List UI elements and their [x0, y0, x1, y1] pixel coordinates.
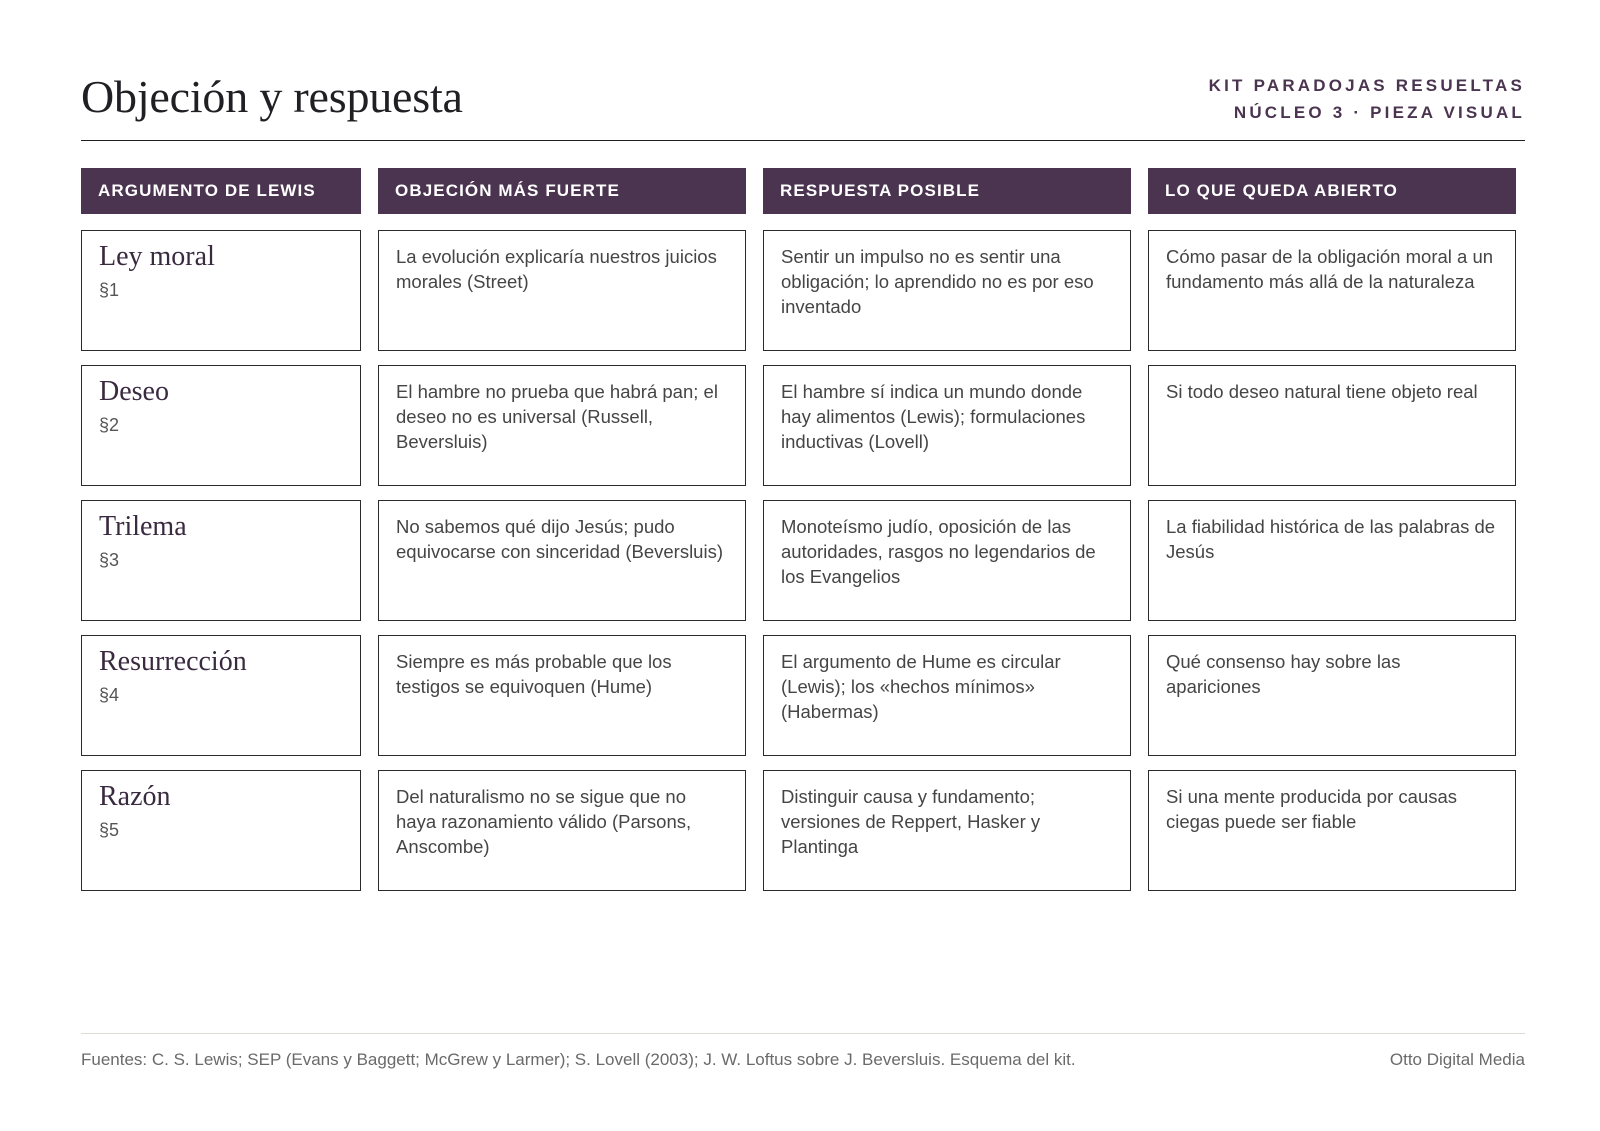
open-question-cell: La fiabilidad histórica de las palabras de Jesús — [1148, 500, 1516, 621]
kit-line-1: KIT PARADOJAS RESUELTAS — [1208, 76, 1525, 95]
open-question-cell: Si todo deseo natural tiene objeto real — [1148, 365, 1516, 486]
page-footer — [81, 1033, 1525, 1070]
argument-name: Deseo — [99, 376, 169, 407]
argument-section: §4 — [99, 685, 120, 705]
column-header-objection: OBJECIÓN MÁS FUERTE — [378, 168, 746, 214]
column-header-open: LO QUE QUEDA ABIERTO — [1148, 168, 1516, 214]
argument-cell — [81, 770, 361, 891]
objection-cell: La evolución explicaría nuestros juicios morales (Street) — [378, 230, 746, 351]
argument-section: §1 — [99, 280, 120, 300]
objection-cell: Del naturalismo no se sigue que no haya razonamiento válido (Parsons, Anscombe) — [378, 770, 746, 891]
argument-cell — [81, 500, 361, 621]
argument-cell — [81, 365, 361, 486]
argument-name: Resurrección — [99, 646, 247, 677]
sources-note: Fuentes: C. S. Lewis; SEP (Evans y Baggett; McGrew y Larmer); S. Lovell (2003); J. W. Loftus sobre J. Beversluis. Esquema del kit. — [81, 1050, 1076, 1069]
objection-table — [81, 168, 1516, 891]
kit-label — [1209, 72, 1525, 126]
objection-cell: El hambre no prueba que habrá pan; el deseo no es universal (Russell, Beversluis) — [378, 365, 746, 486]
argument-cell — [81, 635, 361, 756]
argument-name: Razón — [99, 781, 171, 812]
response-cell: Distinguir causa y fundamento; versiones de Reppert, Hasker y Plantinga — [763, 770, 1131, 891]
argument-cell — [81, 230, 361, 351]
column-header-response: RESPUESTA POSIBLE — [763, 168, 1131, 214]
page-title: Objeción y respuesta — [81, 71, 463, 122]
response-cell: El hambre sí indica un mundo donde hay alimentos (Lewis); formulaciones inductivas (Lovell) — [763, 365, 1131, 486]
open-question-cell: Qué consenso hay sobre las apariciones — [1148, 635, 1516, 756]
response-cell: El argumento de Hume es circular (Lewis); los «hechos mínimos» (Habermas) — [763, 635, 1131, 756]
argument-name: Trilema — [99, 511, 187, 542]
open-question-cell: Cómo pasar de la obligación moral a un fundamento más allá de la naturaleza — [1148, 230, 1516, 351]
brand-label: Otto Digital Media — [1389, 1050, 1525, 1069]
kit-line-2: NÚCLEO 3 · PIEZA VISUAL — [1233, 103, 1525, 122]
objection-cell: No sabemos qué dijo Jesús; pudo equivocarse con sinceridad (Beversluis) — [378, 500, 746, 621]
argument-section: §2 — [99, 415, 120, 435]
argument-name: Ley moral — [99, 241, 215, 272]
argument-section: §3 — [99, 550, 120, 570]
response-cell: Sentir un impulso no es sentir una obligación; lo aprendido no es por eso inventado — [763, 230, 1131, 351]
response-cell: Monoteísmo judío, oposición de las autoridades, rasgos no legendarios de los Evangelios — [763, 500, 1131, 621]
column-header-argument: ARGUMENTO DE LEWIS — [81, 168, 361, 214]
objection-cell: Siempre es más probable que los testigos se equivoquen (Hume) — [378, 635, 746, 756]
open-question-cell: Si una mente producida por causas ciegas puede ser fiable — [1148, 770, 1516, 891]
argument-section: §5 — [99, 820, 120, 840]
page-header — [81, 60, 1525, 141]
